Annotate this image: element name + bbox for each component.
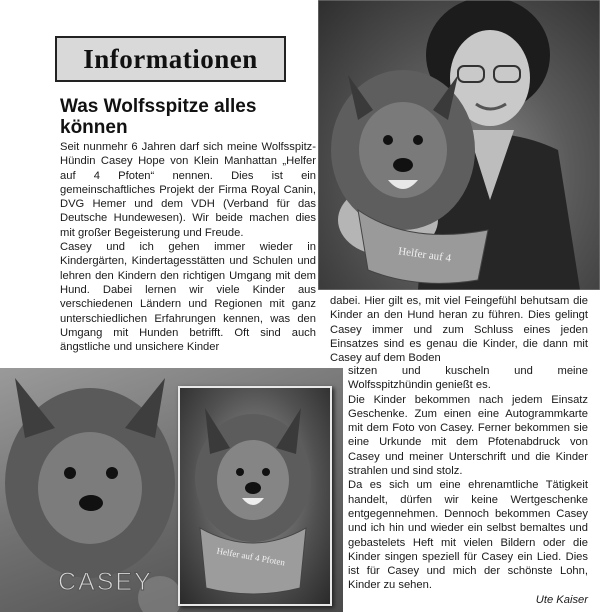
inset-photo-casey xyxy=(178,386,332,606)
section-header xyxy=(55,36,286,82)
casey-caption: CASEY xyxy=(58,568,153,596)
inset-dog-illustration xyxy=(180,388,326,600)
article-headline: Was Wolfsspitze alles können xyxy=(60,96,257,138)
paragraph: Die Kinder bekommen nach jedem Einsatz Geschenke. Zum einen eine Autogrammkarte mit dem Foto von Casey. Ferner bekommen sie eine Urkunde mit dem Pfotenabdruck von Casey und meiner Unterschrift und die Kinder strahlen und sind stolz. xyxy=(348,393,588,478)
author-signature: Ute Kaiser xyxy=(535,593,588,606)
section-title: Informationen xyxy=(83,43,258,74)
paragraph: Da es sich um eine ehrenamtliche Tätigkeit handelt, dürfen wir keine Wertgeschenke entgegennehmen. Dennoch bekommen Casey und ich hin und wieder ein selbst bemaltes und gebastelets Heft mit vielen Bildern oder die Kinder singen speziell für Casey ein Lied. Dies ist für Casey und mich der schönste Lohn, Kinder zu sehen. xyxy=(348,479,588,592)
paragraph: dabei. Hier gilt es, mit viel Feingefühl behutsam die Kinder an den Hund heran zu führen. Dies gelingt Casey immer und zum Schluss eines jeden Einsatzes sind es genau die Kinder, die dann mit Casey auf dem Boden xyxy=(330,295,588,365)
photo-illustration xyxy=(318,0,600,290)
paragraph: Casey und ich gehen immer wieder in Kindergärten, Kindertagesstätten und Schulen und lehren den Kindern den richtigen Umgang mit dem Hund. Dabei lernen wir viele Kinder aus verschiedenen Ländern und Regionen mit ganz unterschiedlichen Erfahrungen kennen, was den Umgang mit Hunden betrifft. Oft sind auch ängstliche und unsichere Kinder xyxy=(60,241,316,354)
photo-woman-with-dog xyxy=(318,0,600,290)
photo-collage-casey xyxy=(0,368,343,612)
article-right-top-column xyxy=(330,294,588,365)
bandana-text: Helfer auf 4 xyxy=(397,245,452,265)
paragraph: sitzen und kuscheln und meine Wolfsspitzhündin genießt es. xyxy=(348,365,588,392)
paragraph: Seit nunmehr 6 Jahren darf sich meine Wolfsspitz-Hündin Casey Hope von Klein Manhattan „Helfer auf 4 Pfoten“ nennen. Dies ist ein gemeinschaftliches Projekt der Firma Royal Canin, DVG Hemer und dem VDH (Verband für das Deutsche Hundewesen). Wir beide machen dies mit großer Begeisterung und Freude. xyxy=(60,141,316,239)
article-right-bottom-column xyxy=(348,364,588,607)
inset-bandana-text: Helfer auf 4 Pfoten xyxy=(215,545,286,568)
article-left-column xyxy=(60,140,316,354)
